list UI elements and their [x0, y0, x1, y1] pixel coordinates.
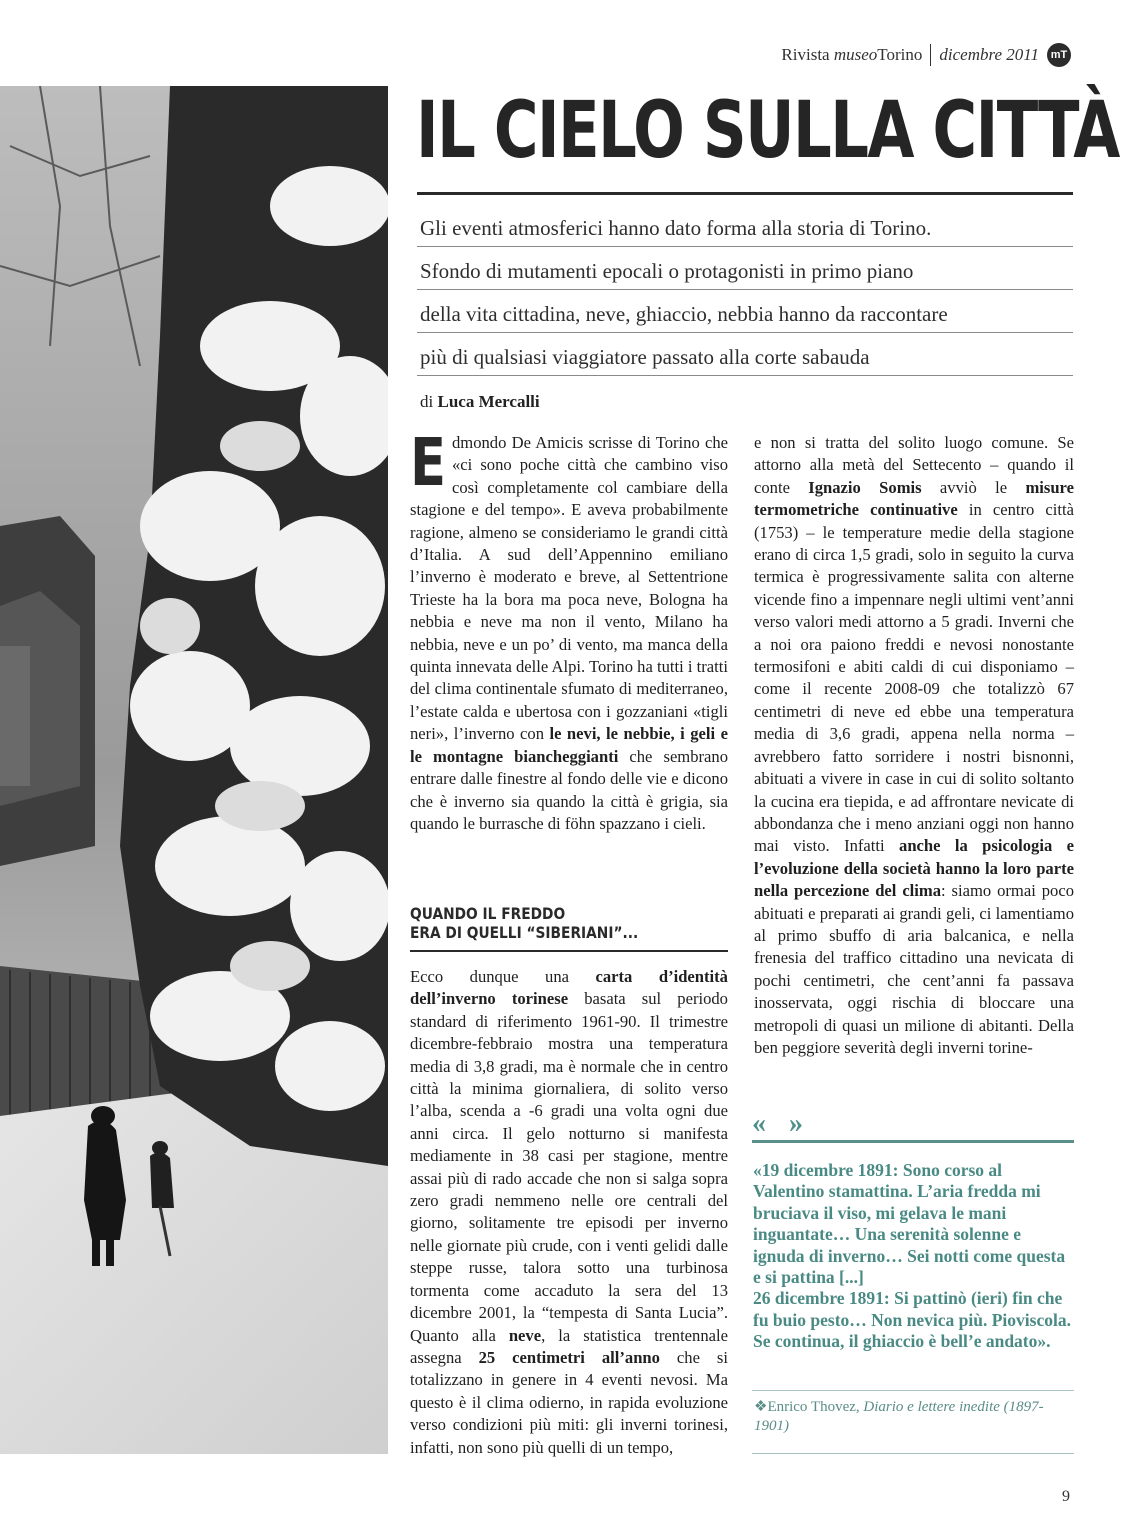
subtitle-line: Gli eventi atmosferici hanno dato forma alla storia di Torino.	[417, 204, 1073, 247]
section-rule	[410, 950, 728, 952]
quote-marks-icon: « »	[752, 1108, 811, 1139]
paragraph: e non si tratta del solito luogo comune. Se attorno alla metà del Settecento – quando il conte Ignazio Somis avviò le misure termometriche continuative in centro città (1753) – le temperature medie della stagione erano di circa 1,5 gradi, solo in seguito la curva termica è progressivamente salita con alterne vicende fino a impennare negli ultimi vent’anni verso valori medi attorno a 5 gradi. Inverni che a noi ora paiono freddi e nevosi nonostante termosifoni e abiti caldi di cui disponiamo – come il recente 2008-09 che totalizzò 67 centimetri di neve ed ebbe una temperatura media di 3,6 gradi, appena nella norma – avrebbero fatto sorridere i nostri bisnonni, abituati a vivere in case in cui di solito soltanto la cucina era tiepida, e ad affrontare nevicate di abbondanza che i meno anziani oggi non hanno mai visto. Infatti anche la psicologia e l’evoluzione della società hanno la loro parte nella percezione del clima: siamo ormai poco abituati e preparati ai grandi geli, ci lamentiamo al primo sbuffo di aria balcanica, e nella frenesia del traffico cittadino una nevicata di pochi centimetri, che cent’anni fa passava inosservata, oggi rischia di bloccare una metropoli di quasi un milione di abitanti. Della ben peggiore severità degli inverni torine-	[754, 433, 1074, 1057]
body-column-1-continued	[410, 966, 728, 1459]
page-number: 9	[1062, 1488, 1070, 1505]
subtitle-line: della vita cittadina, neve, ghiaccio, nebbia hanno da raccontare	[417, 290, 1073, 333]
magazine-logo-icon: mT	[1047, 43, 1071, 67]
quote-source: ❖Enrico Thovez, Diario e lettere inedite (1897-1901)	[754, 1399, 1044, 1434]
drop-cap: E	[410, 424, 447, 501]
issue-date: dicembre 2011	[939, 45, 1039, 64]
running-header	[781, 40, 1071, 70]
ornament-icon: ❖	[754, 1399, 768, 1415]
snowy-street-photo	[0, 86, 388, 1454]
header-divider	[930, 44, 931, 66]
section-heading: QUANDO IL FREDDO ERA DI QUELLI “SIBERIANI”...	[410, 904, 639, 942]
paragraph: Edmondo De Amicis scrisse di Torino che «ci sono poche città che cambino viso così completamente col cambiare della stagione e del tempo». E aveva probabilmente ragione, almeno se consideriamo le grandi città d’Italia. A sud dell’Appennino emiliano l’inverno è moderato e breve, al Settentrione Trieste ha la bora ma poca neve, Bologna ha nebbia e neve ma non il vento, Milano ha nebbia, neve e un po’ di vento, ma manca della quinta innevata delle Alpi. Torino ha tutti i tratti del clima continentale sfumato di mediterraneo, l’estate calda e ubertosa con i gozzaniani «tigli neri», l’inverno con le nevi, le nebbie, i geli e le montagne biancheggianti che sembrano entrare dalle finestre al fondo delle vie e dicono che è inverno sia quando la città è grigia, sia quando le burrasche di föhn spazzano i cieli.	[410, 424, 728, 833]
article-subtitle	[417, 204, 1073, 376]
subtitle-line: Sfondo di mutamenti epocali o protagonisti in primo piano	[417, 247, 1073, 290]
pull-quote: «19 dicembre 1891: Sono corso al Valentino stamattina. L’aria fredda mi bruciava il viso, mi gelava le mani inguantate… Una serenità solenne e ignuda di inverno… Sei notti come questa e si pattina [...] 26 dicembre 1891: Si pattinò (ieri) fin che fu buio pesto… Non nevica più. Pioviscola. Se continua, il ghiaccio è bell’e andato».	[753, 1160, 1071, 1352]
body-column-2	[754, 432, 1074, 1059]
subtitle-line: più di qualsiasi viaggiatore passato alla corte sabauda	[417, 333, 1073, 376]
body-column-1	[410, 424, 728, 835]
byline: di Luca Mercalli	[420, 392, 540, 411]
quote-divider	[752, 1390, 1074, 1391]
author-name: Luca Mercalli	[437, 392, 540, 411]
article-title: IL CIELO SULLA CITTÀ	[416, 86, 1119, 176]
paragraph: Ecco dunque una carta d’identità dell’inverno torinese basata sul periodo standard di riferimento 1961-90. Il trimestre dicembre-febbraio mostra una temperatura media di 3,8 gradi, ma è normale che in centro città la minima giornaliera, di solito verso l’alba, scenda a -6 gradi una volta ogni due anni circa. Il gelo notturno si manifesta mediamente in 38 casi per stagione, mentre assai più di rado accade che non si salga sopra zero gradi nemmeno nelle ore centrali del giorno, solitamente tre episodi per inverno nelle giornate più crude, con i venti gelidi dalle steppe russe, talora sotto una turbinosa tormenta come accaduto la sera del 13 dicembre 2001, la “tempesta di Santa Lucia”. Quanto alla neve, la statistica trentennale assegna 25 centimetri all’anno che si totalizzano in genere in 4 eventi nevosi. Ma questo è il clima odierno, in rapida evoluzione verso condizioni più miti: gli inverni torinesi, infatti, non sono più quelli di un tempo,	[410, 967, 728, 1457]
title-rule	[417, 192, 1073, 195]
quote-rule	[752, 1140, 1074, 1143]
quote-divider	[752, 1453, 1074, 1454]
magazine-name: Rivista museoTorino	[781, 45, 923, 64]
